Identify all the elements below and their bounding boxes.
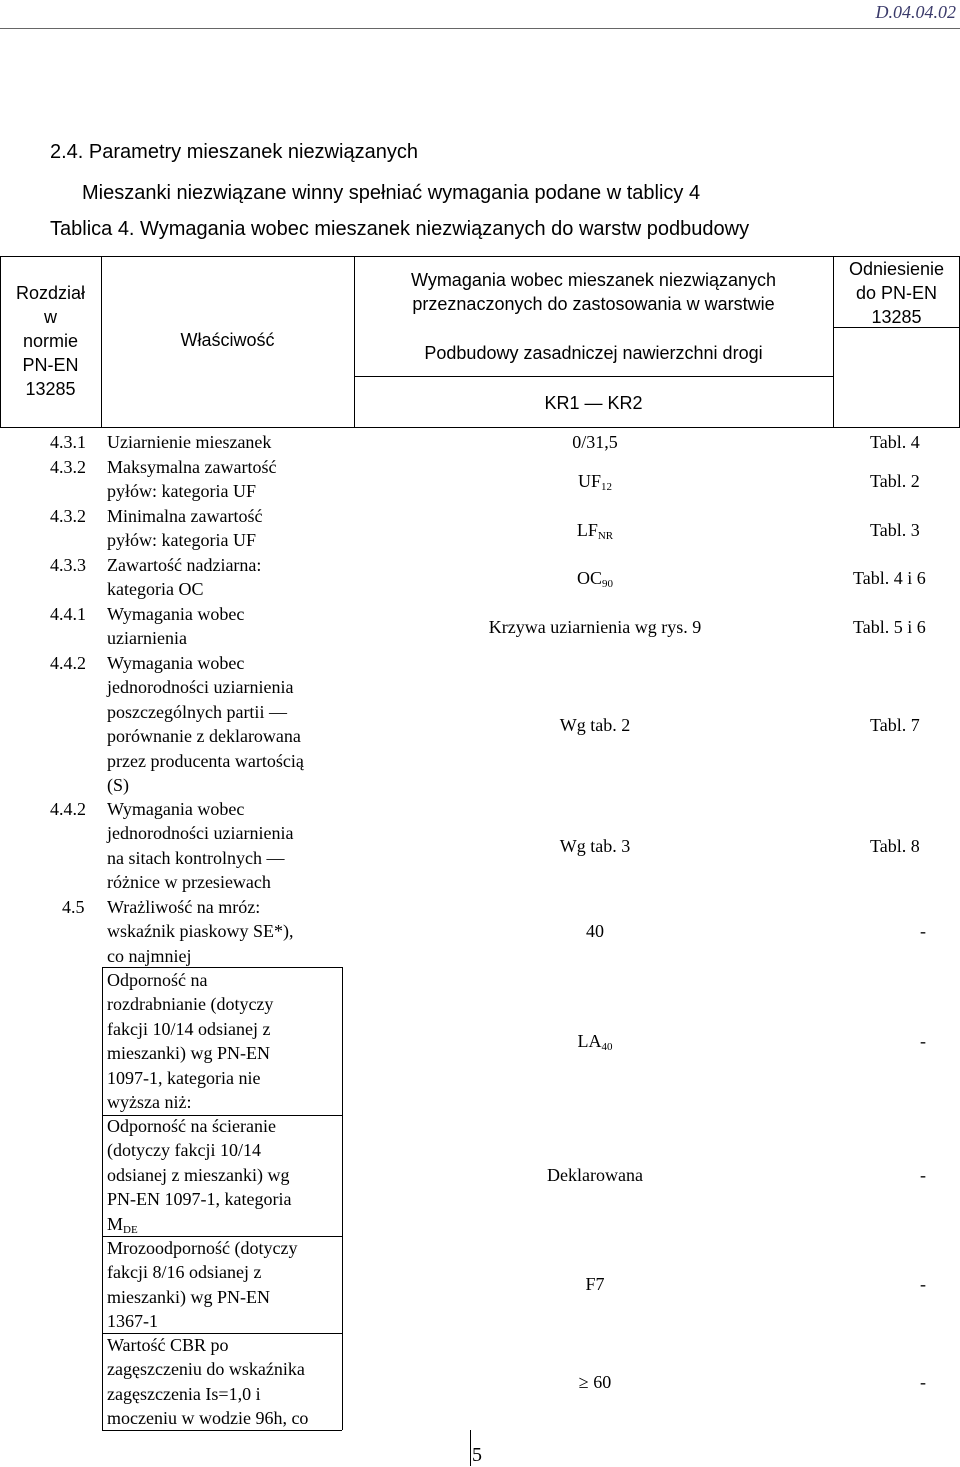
header-reference-column: Odniesienie do PN-EN 13285 (848, 259, 945, 327)
header-layer: Podbudowy zasadniczej nawierzchni drogi (424, 343, 763, 363)
header-rule (0, 28, 960, 29)
table-caption: Tablica 4. Wymagania wobec mieszanek niezwiązanych do warstw podbudowy (50, 218, 750, 240)
page-number: 5 (472, 1444, 482, 1466)
header-section-column: Rozdział w normie PN-EN 13285 (15, 283, 86, 399)
section-heading: 2.4. Parametry mieszanek niezwiązanych (50, 141, 418, 163)
greater-equal-symbol: ≥ (578, 1372, 589, 1392)
intro-text: Mieszanki niezwiązane winny spełniać wymagania podane w tablicy 4 (82, 182, 701, 204)
header-property-column: Właściwość (180, 330, 275, 350)
header-traffic-category: KR1 — KR2 (544, 393, 643, 413)
document-code: D.04.04.02 (875, 2, 956, 22)
header-requirements-column: Wymagania wobec mieszanek niezwiązanych przeznaczonych do zastosowania w warstwie (410, 270, 776, 314)
